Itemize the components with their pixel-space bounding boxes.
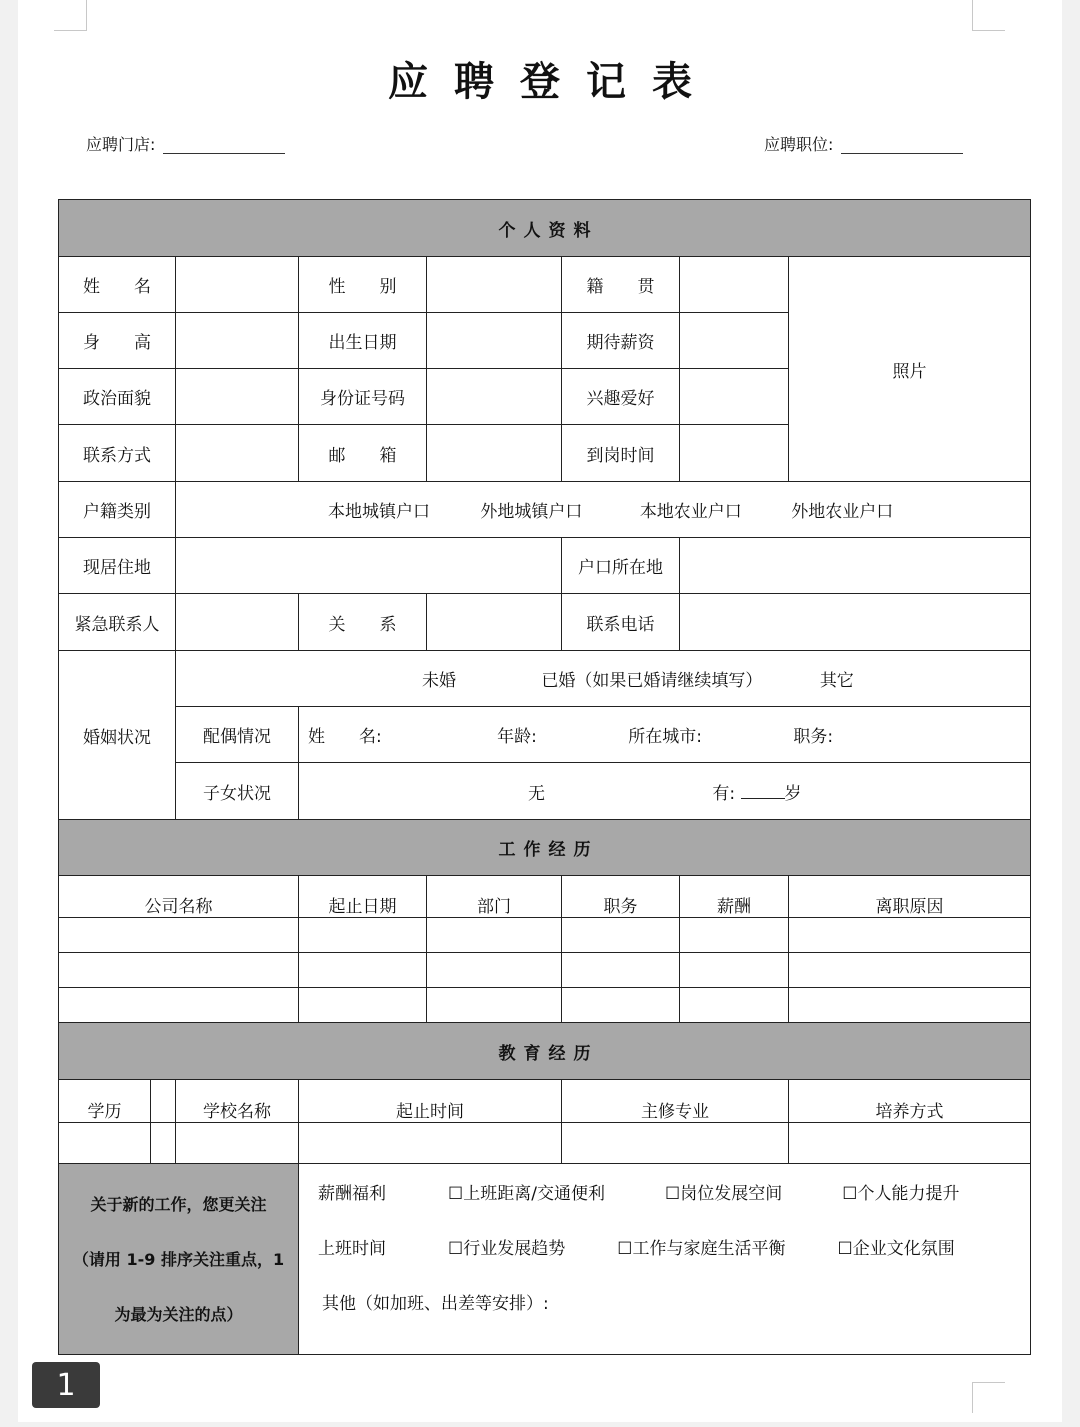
- position-field: [764, 132, 963, 155]
- focus-option[interactable]: ☐企业文化氛围: [837, 1239, 955, 1259]
- cell-contact[interactable]: [176, 425, 299, 482]
- children-none-option[interactable]: 无: [528, 783, 545, 804]
- label-relation: 关 系: [299, 594, 427, 651]
- marital-option[interactable]: 其它: [819, 671, 854, 691]
- cell-emergency-contact[interactable]: [176, 594, 299, 651]
- work-cell[interactable]: [299, 953, 427, 988]
- page-title: 应聘登记表: [388, 59, 718, 105]
- focus-row: [299, 1274, 1030, 1329]
- section-work: 工作经历: [59, 820, 1031, 876]
- label-gender: 性 别: [299, 257, 427, 313]
- position-input-line[interactable]: [841, 133, 963, 154]
- focus-option[interactable]: 薪酬福利: [318, 1184, 386, 1204]
- cell-id-number[interactable]: [427, 369, 562, 425]
- spouse-name-field[interactable]: 姓 名:: [308, 727, 382, 747]
- label-children: 子女状况: [176, 763, 299, 820]
- store-input-line[interactable]: [163, 133, 285, 154]
- edu-cell[interactable]: [299, 1123, 562, 1164]
- table-row: [59, 953, 1031, 988]
- label-marital-status: 婚姻状况: [59, 651, 176, 820]
- edu-col-mode: 培养方式: [789, 1080, 1031, 1123]
- cell-relation[interactable]: [427, 594, 562, 651]
- table-row: [59, 988, 1031, 1023]
- work-col-dates: 起止日期: [299, 876, 427, 918]
- cell-height[interactable]: [176, 313, 299, 369]
- label-birth-date: 出生日期: [299, 313, 427, 369]
- cell-hobbies[interactable]: [680, 369, 789, 425]
- work-cell[interactable]: [680, 918, 789, 953]
- work-cell[interactable]: [59, 918, 299, 953]
- work-col-salary: 薪酬: [680, 876, 789, 918]
- work-cell[interactable]: [562, 918, 680, 953]
- focus-option[interactable]: ☐行业发展趋势: [448, 1239, 566, 1259]
- work-cell[interactable]: [427, 918, 562, 953]
- children-age-unit: 岁: [784, 783, 802, 804]
- edu-cell[interactable]: [789, 1123, 1031, 1164]
- photo-box[interactable]: [789, 257, 1031, 482]
- label-email: 邮 箱: [299, 425, 427, 482]
- work-col-title: 职务: [562, 876, 680, 918]
- cell-contact-phone[interactable]: [680, 594, 1031, 651]
- label-height: 身 高: [59, 313, 176, 369]
- table-row: [59, 1123, 1031, 1164]
- cell-hukou-location[interactable]: [680, 538, 1031, 594]
- cell-current-address[interactable]: [176, 538, 562, 594]
- focus-other[interactable]: 其他（如加班、出差等安排）:: [322, 1294, 549, 1314]
- label-political-status: 政治面貌: [59, 369, 176, 425]
- edu-cell[interactable]: [176, 1123, 299, 1164]
- label-native-place: 籍 贯: [562, 257, 680, 313]
- store-label: 应聘门店:: [86, 135, 156, 154]
- hukou-options: [176, 482, 1031, 538]
- registration-form-table: [58, 199, 1031, 1355]
- label-id-number: 身份证号码: [299, 369, 427, 425]
- spouse-fields: [299, 707, 1031, 763]
- hukou-option[interactable]: 外地农业户口: [791, 502, 894, 522]
- work-col-company: 公司名称: [59, 876, 299, 918]
- table-row: [59, 918, 1031, 953]
- hukou-option[interactable]: 本地农业户口: [639, 502, 742, 522]
- focus-options: [299, 1164, 1031, 1355]
- label-spouse: 配偶情况: [176, 707, 299, 763]
- work-cell[interactable]: [427, 953, 562, 988]
- edu-col-major: 主修专业: [562, 1080, 789, 1123]
- edu-cell[interactable]: [562, 1123, 789, 1164]
- children-age-line[interactable]: [741, 784, 785, 799]
- label-expected-salary: 期待薪资: [562, 313, 680, 369]
- focus-row: [299, 1164, 1030, 1219]
- cell-political-status[interactable]: [176, 369, 299, 425]
- children-have-option[interactable]: 有:: [712, 783, 736, 804]
- work-cell[interactable]: [789, 918, 1031, 953]
- position-label: 应聘职位:: [764, 135, 834, 154]
- cell-start-date[interactable]: [680, 425, 789, 482]
- edu-col-dates: 起止时间: [299, 1080, 562, 1123]
- edu-col-school: 学校名称: [176, 1080, 299, 1123]
- focus-option[interactable]: ☐工作与家庭生活平衡: [617, 1239, 786, 1259]
- label-contact: 联系方式: [59, 425, 176, 482]
- label-hobbies: 兴趣爱好: [562, 369, 680, 425]
- work-col-reason: 离职原因: [789, 876, 1031, 918]
- crop-mark: [972, 0, 1005, 31]
- work-cell[interactable]: [789, 953, 1031, 988]
- focus-label-line: （请用 1-9 排序关注重点，1: [72, 1249, 285, 1269]
- work-cell[interactable]: [427, 988, 562, 1023]
- cell-birth-date[interactable]: [427, 313, 562, 369]
- focus-label-line: 为最为关注的点）: [114, 1304, 243, 1324]
- marital-options: [176, 651, 1031, 707]
- edu-cell[interactable]: [59, 1123, 176, 1164]
- label-hukou-type: 户籍类别: [59, 482, 176, 538]
- work-cell[interactable]: [562, 953, 680, 988]
- edu-col-degree-label: 学历: [59, 1080, 151, 1122]
- work-cell[interactable]: [680, 953, 789, 988]
- cell-native-place[interactable]: [680, 257, 789, 313]
- label-hukou-location: 户口所在地: [562, 538, 680, 594]
- focus-option[interactable]: ☐个人能力提升: [842, 1184, 960, 1204]
- cell-email[interactable]: [427, 425, 562, 482]
- work-cell[interactable]: [680, 988, 789, 1023]
- label-name: 姓 名: [59, 257, 176, 313]
- label-contact-phone: 联系电话: [562, 594, 680, 651]
- spouse-job-field[interactable]: 职务:: [793, 727, 834, 747]
- section-education: 教育经历: [59, 1023, 1031, 1080]
- section-personal: 个人资料: [59, 200, 1031, 257]
- work-cell[interactable]: [59, 988, 299, 1023]
- cell-gender[interactable]: [427, 257, 562, 313]
- label-start-date: 到岗时间: [562, 425, 680, 482]
- focus-option[interactable]: ☐上班距离/交通便利: [448, 1184, 605, 1204]
- work-cell[interactable]: [562, 988, 680, 1023]
- photo-label: 照片: [892, 361, 927, 382]
- children-options: [299, 763, 1031, 820]
- cell-expected-salary[interactable]: [680, 313, 789, 369]
- label-current-address: 现居住地: [59, 538, 176, 594]
- work-cell[interactable]: [789, 988, 1031, 1023]
- work-cell[interactable]: [299, 918, 427, 953]
- work-cell[interactable]: [59, 953, 299, 988]
- focus-option[interactable]: ☐岗位发展空间: [664, 1184, 783, 1204]
- focus-label-line: 关于新的工作，您更关注: [90, 1194, 267, 1214]
- store-field: [86, 132, 285, 155]
- cell-name[interactable]: [176, 257, 299, 313]
- focus-row: [299, 1219, 1030, 1274]
- edu-col-degree: [59, 1080, 176, 1123]
- hukou-option[interactable]: 外地城镇户口: [480, 502, 583, 522]
- work-col-dept: 部门: [427, 876, 562, 918]
- crop-mark: [972, 1382, 1005, 1413]
- page-number-badge[interactable]: 1: [32, 1362, 100, 1408]
- spouse-age-field[interactable]: 年龄:: [497, 727, 537, 747]
- marital-option[interactable]: 已婚（如果已婚请继续填写）: [541, 671, 763, 691]
- hukou-option[interactable]: 本地城镇户口: [328, 502, 430, 522]
- crop-mark: [54, 0, 87, 31]
- work-cell[interactable]: [299, 988, 427, 1023]
- focus-label: [59, 1164, 299, 1355]
- focus-option[interactable]: 上班时间: [318, 1239, 386, 1259]
- label-emergency-contact: 紧急联系人: [59, 594, 176, 651]
- spouse-city-field[interactable]: 所在城市:: [628, 727, 703, 747]
- marital-option[interactable]: 未婚: [422, 671, 456, 691]
